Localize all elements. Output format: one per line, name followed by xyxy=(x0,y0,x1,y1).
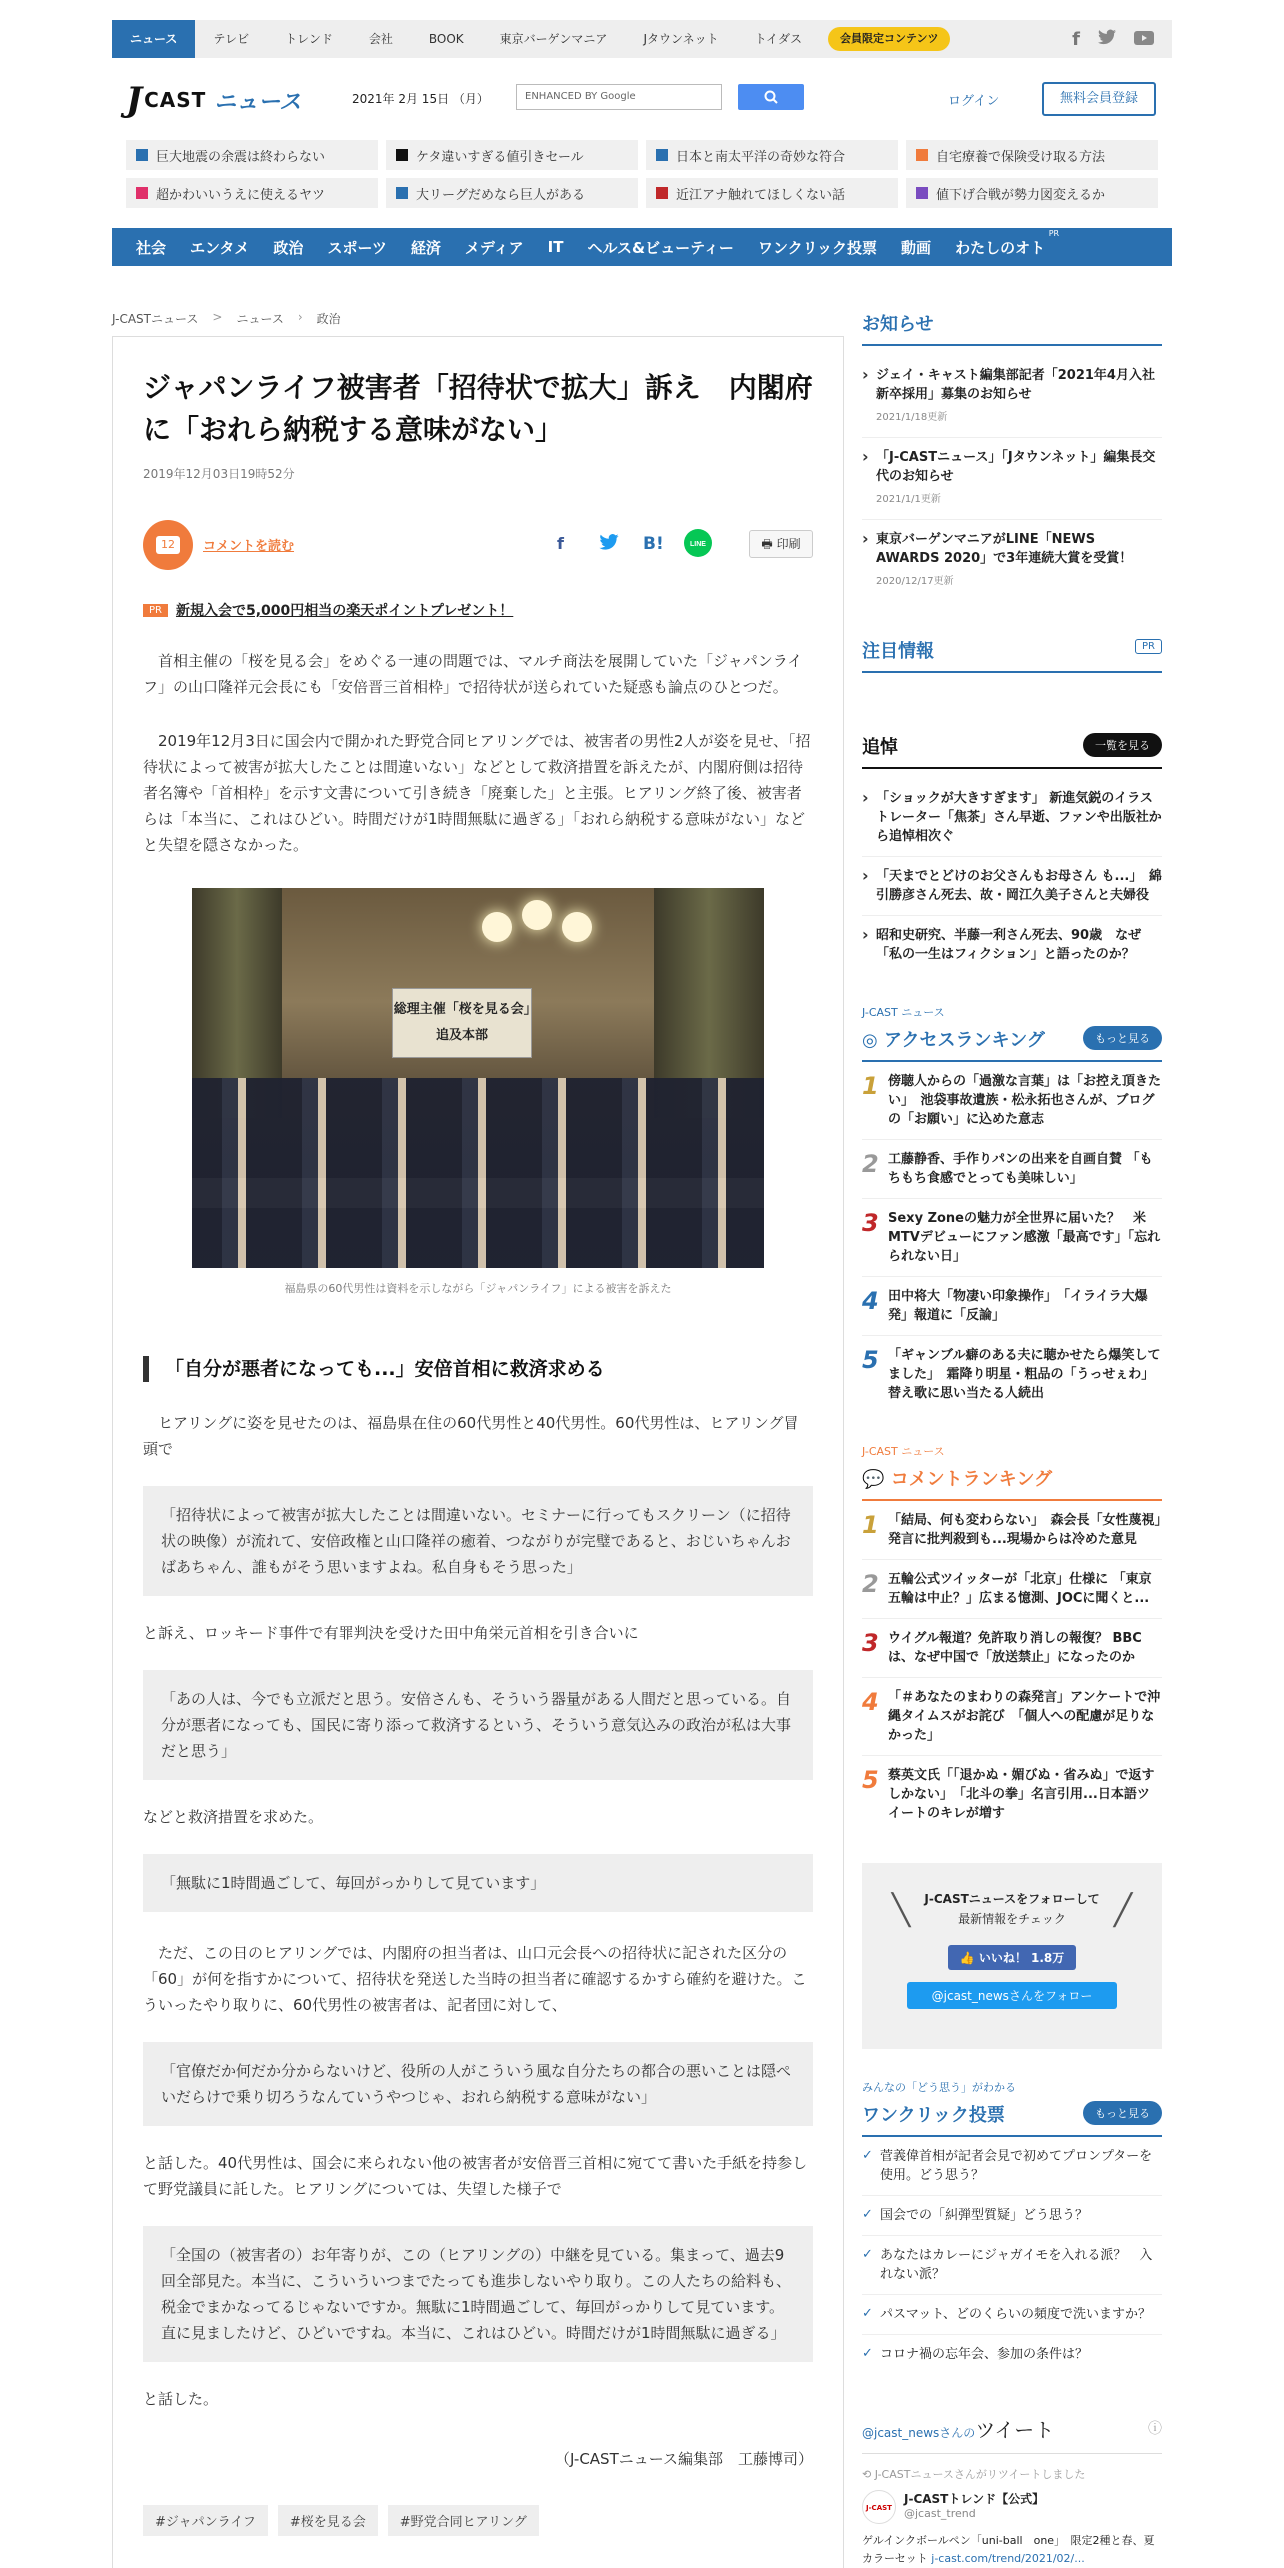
ranking-item[interactable] xyxy=(862,1501,1162,1560)
rank-number: 3 xyxy=(862,1629,879,1657)
tweet-link[interactable]: j-cast.com/trend/2021/02/... xyxy=(931,2552,1085,2565)
twitter-icon[interactable] xyxy=(1098,29,1116,50)
memorial-list xyxy=(862,779,1162,974)
article-quote: 「全国の（被害者の）お年寄りが、この（ヒアリングの）中継を見ている。集まって、過去9回全部見た。本当に、こういういつまでたっても進歩しないやり取り。この人たちの給料も、税金でまかなってるじゃないですか。無駄に1時間過ごして、毎回がっかりして見ています。直に見ましたけど、ひどいですね。本当に、これはひどい。時間だけが1時間無駄に過ぎる」 xyxy=(143,2226,813,2362)
category-media[interactable]: メディア xyxy=(464,238,524,257)
facebook-like-button[interactable]: 👍 いいね！ 1.8万 xyxy=(948,1945,1077,1970)
rank-title: 「ギャンブル癖のある夫に聴かせたら爆笑してました」 霜降り明星・粗品の「うっせぇわ」替え歌に思い当たる人続出 xyxy=(888,1348,1161,1401)
print-icon: 🖶 xyxy=(761,537,773,551)
follow-subtext: 最新情報をチェック xyxy=(958,1912,1066,1926)
topic-link[interactable] xyxy=(386,178,638,208)
topnav-item-bargain[interactable]: 東京バーゲンマニア xyxy=(499,32,608,46)
featured-heading xyxy=(862,637,1162,673)
article-tags xyxy=(143,2505,813,2536)
social-links xyxy=(1072,29,1172,50)
rank-title: ウイグル報道？免許取り消しの報復？ BBCは、なぜ中国で「放送禁止」になったのか xyxy=(888,1631,1142,1665)
article-quote: 「あの人は、今でも立派だと思う。安倍さんも、そういう器量がある人間だと思っている。自分が悪者になっても、国民に寄り添って救済するという、そういう意気込みの政治が私は大事だと思う」 xyxy=(143,1670,813,1780)
members-only-badge[interactable]: 会員限定コンテンツ xyxy=(828,27,950,51)
search-input[interactable]: ENHANCED BY Google xyxy=(516,84,722,110)
category-politics[interactable]: 政治 xyxy=(273,238,304,257)
memorial-item[interactable]: › 「天までとどけのお父さんもお母さん も...」 綿引勝彦さん死去、故・岡江久美子さんと夫婦役 xyxy=(862,857,1162,916)
photo-lamp xyxy=(482,912,512,942)
rank-number: 3 xyxy=(862,1209,879,1237)
print-label: 印刷 xyxy=(776,537,801,551)
poll-item[interactable]: ✓ あなたはカレーにジャガイモを入れる派？ 入れない派？ xyxy=(862,2236,1162,2295)
ranking-item[interactable] xyxy=(862,1560,1162,1619)
tweets-title: ツイート xyxy=(975,2418,1055,2442)
tag-link[interactable]: #野党合同ヒアリング xyxy=(388,2505,539,2536)
breadcrumb-item[interactable]: ニュース xyxy=(236,312,284,326)
twitter-follow-button[interactable]: @jcast_newsさんをフォロー xyxy=(907,1982,1117,2009)
topnav-item-news[interactable]: ニュース xyxy=(112,20,195,58)
search-button[interactable] xyxy=(738,84,804,110)
topic-marker xyxy=(656,187,668,199)
follow-box xyxy=(862,1863,1162,2049)
share-bar xyxy=(143,520,813,572)
rank-number: 2 xyxy=(862,1150,879,1178)
ranking-item[interactable] xyxy=(862,1336,1162,1413)
comment-ranking-list xyxy=(862,1501,1162,1833)
article-container xyxy=(112,336,844,2568)
notice-text: ジェイ・キャスト編集部記者「2021年4月入社新卒採用」募集のお知らせ xyxy=(876,368,1155,402)
category-one-click-poll[interactable]: ワンクリック投票 xyxy=(757,238,878,257)
pr-badge: PR xyxy=(143,604,168,617)
ranking-item[interactable] xyxy=(862,1140,1162,1199)
notice-heading: お知らせ xyxy=(862,310,1162,346)
topic-label: 巨大地震の余震は終わらない xyxy=(156,149,326,165)
topic-link[interactable] xyxy=(126,178,378,208)
notice-list xyxy=(862,356,1162,601)
article-paragraph: 2019年12月3日に国会内で開かれた野党合同ヒアリングでは、被害者の男性2人が姿を見せ、「招待状によって被害が拡大したことは間違いない」などとして救済措置を訴えたが、内閣府側は招待者名簿や「首相枠」を示す文書について引き続き「廃棄した」と主張。ヒアリング終了後、被害者らは「本当に、これはひどい。時間だけが1時間無駄に過ぎる」「おれら納税する意味がない」などと失望を隠さなかった。 xyxy=(143,732,811,854)
rank-number: 2 xyxy=(862,1570,879,1598)
ranking-item[interactable] xyxy=(862,1619,1162,1678)
topic-label: ケタ違いすぎる値引きセール xyxy=(416,149,584,165)
topic-link[interactable] xyxy=(386,140,638,170)
tweets-handle[interactable]: @jcast_newsさんの xyxy=(862,2426,976,2440)
decor-slash: ╲ xyxy=(892,1893,911,1928)
article-paragraph: と話した。 xyxy=(143,2390,219,2408)
photo-lamp xyxy=(522,900,552,930)
topic-links xyxy=(126,140,1156,208)
facebook-icon[interactable]: f xyxy=(1072,28,1080,50)
category-entertainment[interactable]: エンタメ xyxy=(190,238,250,257)
topnav-item-toidas[interactable]: トイダス xyxy=(754,32,803,46)
ranking-item[interactable] xyxy=(862,1678,1162,1756)
pr-text: 新規入会で5,000円相当の楽天ポイントプレゼント！ xyxy=(175,603,514,619)
rank-title: 「結局、何も変わらない」 森会長「女性蔑視」発言に批判殺到も...現場からは冷めた意見 xyxy=(888,1513,1162,1547)
breadcrumb-separator: › xyxy=(297,310,303,324)
notice-item[interactable] xyxy=(862,520,1162,601)
access-more-button[interactable]: もっと見る xyxy=(1083,1026,1162,1050)
poll-heading xyxy=(862,2101,1162,2137)
youtube-icon[interactable] xyxy=(1134,29,1154,50)
topic-marker xyxy=(916,149,928,161)
logo-j: J xyxy=(126,80,143,120)
featured-title: 注目情報 xyxy=(862,641,934,662)
category-nav xyxy=(112,228,1172,266)
logo-news: ニュース xyxy=(214,89,302,115)
comment-count-icon[interactable] xyxy=(143,520,193,570)
photo-caption: 福島県の60代男性は資料を示しながら「ジャパンライフ」による被害を訴えた xyxy=(284,1282,672,1295)
memorial-more-button[interactable]: 一覧を見る xyxy=(1083,733,1162,757)
poll-item[interactable]: ✓ 菅義偉首相が記者会見で初めてプロンプターを使用。どう思う？ xyxy=(862,2137,1162,2196)
topic-link[interactable] xyxy=(126,140,378,170)
comment-count: 12 xyxy=(156,536,180,554)
topnav-item-company[interactable]: 会社 xyxy=(368,32,393,46)
topnav-item-book[interactable]: BOOK xyxy=(428,32,464,46)
category-economy[interactable]: 経済 xyxy=(410,238,441,257)
top-service-nav xyxy=(112,20,1172,58)
access-ranking-heading xyxy=(862,1026,1162,1062)
retweet-icon: ⟲ xyxy=(862,2468,875,2481)
breadcrumb-item[interactable]: 政治 xyxy=(316,312,341,326)
notice-text: 「J-CASTニュース」「Jタウンネット」編集長交代のお知らせ xyxy=(876,450,1156,484)
ranking-item[interactable] xyxy=(862,1756,1162,1833)
topic-marker xyxy=(396,187,408,199)
follow-text: J-CASTニュースをフォローして xyxy=(924,1892,1100,1906)
line-share-icon[interactable] xyxy=(683,528,713,562)
rank-number: 4 xyxy=(862,1688,879,1716)
hatena-bookmark-icon[interactable]: B! xyxy=(643,534,664,554)
article-quote: 「無駄に1時間過ごして、毎回がっかりして見ています」 xyxy=(143,1854,813,1912)
register-button[interactable]: 無料会員登録 xyxy=(1042,82,1156,116)
notice-text: 東京バーゲンマニアがLINE「NEWS AWARDS 2020」で3年連続大賞を受賞！ xyxy=(876,532,1133,566)
featured-pr-badge: PR xyxy=(1135,639,1162,654)
topic-marker xyxy=(136,149,148,161)
topic-label: 値下げ合戦が勢力図変えるか xyxy=(936,187,1106,203)
rank-number: 1 xyxy=(862,1511,879,1539)
login-link[interactable]: ログイン xyxy=(948,94,1000,109)
topic-label: 大リーグだめなら巨人がある xyxy=(416,187,586,203)
tweet-text: ゲルインクボールペン「uni-ball one」 限定2種と春、夏カラーセット xyxy=(862,2534,1155,2565)
article-paragraph: ヒアリングに姿を見せたのは、福島県在住の60代男性と40代男性。60代男性は、ヒアリング冒頭で xyxy=(143,1414,799,1458)
memorial-item[interactable]: › 昭和史研究、半藤一利さん死去、90歳 なぜ「私の一生はフィクション」と語ったのか？ xyxy=(862,916,1162,974)
comment-ranking-label: J-CAST ニュース xyxy=(862,1445,945,1458)
rank-title: 蔡英文氏「「退かぬ・媚びぬ・省みぬ」で返すしかない」 「北斗の拳」名言引用...日本語ツイートのキレが増す xyxy=(888,1768,1155,1821)
notice-item[interactable] xyxy=(862,438,1162,520)
rank-number: 1 xyxy=(862,1072,879,1100)
article-quote: 「官僚だか何だか分からないけど、役所の人がこういう風な自分たちの都合の悪いことは隠ぺいだらけで乗り切ろうなんていうやつじゃ、おれら納税する意味がない」 xyxy=(143,2042,813,2126)
access-ranking-list xyxy=(862,1062,1162,1413)
logo-cast: CAST xyxy=(144,88,207,112)
sidebar xyxy=(862,310,1162,2568)
photo-sign: 総理主催「桜を見る会」追及本部 xyxy=(392,988,532,1058)
article-paragraph: と訴え、ロッキード事件で有罪判決を受けた田中角栄元首相を引き合いに xyxy=(143,1624,639,1642)
tweet-avatar: J-CAST xyxy=(862,2490,896,2524)
topic-label: 自宅療養で保険受け取る方法 xyxy=(936,149,1106,165)
topic-link[interactable] xyxy=(646,178,898,208)
pr-link[interactable] xyxy=(143,600,813,620)
access-ranking-label: J-CAST ニュース xyxy=(862,1006,945,1019)
article-quote: 「招待状によって被害が拡大したことは間違いない。セミナーに行ってもスクリーン（に招待状の映像）が流れて、安倍政権と山口隆祥の癒着、つながりが完璧であると、おじいちゃんおばあちゃん、誰もがそう思いますよね。私自身もそう思った」 xyxy=(143,1486,813,1596)
breadcrumb-separator: > xyxy=(212,310,223,324)
article-date: 2019年12月03日19時52分 xyxy=(143,467,295,481)
tweets-heading xyxy=(862,2414,1162,2454)
rank-title: 田中将大「物凄い印象操作」 「イライラ大爆発」報道に「反論」 xyxy=(888,1289,1148,1323)
comment-ranking-title: コメントランキング xyxy=(890,1469,1053,1490)
topic-link[interactable] xyxy=(906,178,1158,208)
twitter-share-icon[interactable] xyxy=(599,534,619,554)
info-icon[interactable]: ⓘ xyxy=(1148,2421,1162,2437)
topic-marker xyxy=(656,149,668,161)
read-comments-link[interactable]: コメントを読む xyxy=(203,539,295,554)
topnav-item-tv[interactable]: テレビ xyxy=(213,32,250,46)
article-credit: （J-CASTニュース編集部 工藤博司） xyxy=(555,2450,813,2468)
article-paragraph: などと救済措置を求めた。 xyxy=(143,1808,324,1826)
tweet-author-handle: @jcast_trend xyxy=(904,2507,976,2520)
notice-date: 2021/1/1更新 xyxy=(876,494,941,505)
poll-more-button[interactable]: もっと見る xyxy=(1083,2101,1162,2125)
site-header xyxy=(112,72,1172,128)
search-icon xyxy=(764,90,778,104)
topic-label: 日本と南太平洋の奇妙な符合 xyxy=(676,149,846,165)
poll-item[interactable]: ✓ 国会での「糾弾型質疑」どう思う？ xyxy=(862,2196,1162,2236)
rank-title: 工藤静香、手作りパンの出来を自画自賛 「もちもち食感でとっても美味しい」 xyxy=(888,1152,1153,1186)
ranking-item[interactable] xyxy=(862,1062,1162,1140)
category-it[interactable]: IT xyxy=(547,238,564,256)
pr-label: PR xyxy=(1048,228,1060,238)
notice-date: 2021/1/18更新 xyxy=(876,412,948,423)
category-society[interactable]: 社会 xyxy=(136,238,167,257)
access-ranking-title: アクセスランキング xyxy=(883,1030,1045,1051)
rank-title: 傍聴人からの「過激な言葉」は「お控え頂きたい」 池袋事故遺族・松永拓也さんが、ブログの「お願い」に込めた意志 xyxy=(888,1074,1162,1127)
category-sports[interactable]: スポーツ xyxy=(327,238,387,257)
topic-label: 超かわいいうえに使えるヤツ xyxy=(156,187,326,203)
comment-ranking-heading xyxy=(862,1465,1162,1501)
category-video[interactable]: 動画 xyxy=(901,238,932,257)
poll-label: みんなの「どう思う」がわかる xyxy=(862,2081,1016,2094)
topnav-item-jtown[interactable]: Jタウンネット xyxy=(643,32,719,46)
topic-label: 近江アナ触れてほしくない話 xyxy=(676,187,846,203)
notice-date: 2020/12/17更新 xyxy=(876,576,954,587)
article-paragraph: 首相主催の「桜を見る会」をめぐる一連の問題では、マルチ商法を展開していた「ジャパンライフ」の山口隆祥元会長にも「安倍晋三首相枠」で招待状が送られていた疑惑も論点のひとつだ。 xyxy=(143,652,803,696)
svg-text:LINE: LINE xyxy=(690,541,706,548)
category-watashi-no-oto[interactable] xyxy=(943,228,1060,258)
memorial-heading xyxy=(862,733,1162,769)
rank-title: 「＃あなたのまわりの森発言」アンケートで沖縄タイムスがお詫び 「個人への配慮が足りなかった」 xyxy=(888,1690,1161,1743)
topic-link[interactable] xyxy=(906,140,1158,170)
topic-marker xyxy=(916,187,928,199)
category-health-beauty[interactable]: ヘルス&ビューティー xyxy=(587,238,734,257)
tweet-card[interactable] xyxy=(862,2490,1162,2524)
article-title: ジャパンライフ被害者「招待状で拡大」訴え 内閣府に「おれら納税する意味がない」 xyxy=(143,371,813,446)
article-subheading: 「自分が悪者になっても...」安倍首相に救済求める xyxy=(143,1356,813,1382)
article-paragraph: と話した。40代男性は、国会に来られない他の被害者が安倍晋三首相に宛てて書いた手紙を持参して野党議員に託した。ヒアリングについては、失望した様子で xyxy=(143,2154,808,2198)
rank-title: Sexy Zoneの魅力が全世界に届いた？ 米MTVデビューにファン感激「最高です」「忘れられない日」 xyxy=(888,1211,1161,1264)
ranking-icon: ◎ xyxy=(862,1030,884,1051)
rank-number: 4 xyxy=(862,1287,879,1315)
print-button[interactable] xyxy=(749,530,813,558)
tag-link[interactable]: #桜を見る会 xyxy=(278,2505,378,2536)
photo-lamp xyxy=(562,912,592,942)
retweet-text: J-CASTニュースさんがリツイートしました xyxy=(874,2468,1086,2481)
rank-number: 5 xyxy=(862,1346,879,1374)
article-paragraph: ただ、この日のヒアリングでは、内閣府の担当者は、山口元会長への招待状に記された区分の「60」が何を指すかについて、招待状を発送した当時の担当者に確認するかすら確約を避けた。こういったやり取りに、60代男性の被害者は、記者団に対して、 xyxy=(143,1944,807,2014)
notice-item[interactable] xyxy=(862,356,1162,438)
tweet-body xyxy=(862,2532,1162,2568)
article-photo xyxy=(192,888,764,1268)
poll-title: ワンクリック投票 xyxy=(862,2105,1005,2126)
memorial-item[interactable]: › 「ショックが大きすぎます」 新進気鋭のイラストレーター「焦茶」さん早逝、ファンや出版社から追悼相次ぐ xyxy=(862,779,1162,857)
comment-icon: 💬 xyxy=(862,1469,891,1490)
tag-link[interactable]: #ジャパンライフ xyxy=(143,2505,268,2536)
ranking-item[interactable] xyxy=(862,1277,1162,1336)
topic-marker xyxy=(136,187,148,199)
facebook-share-icon[interactable]: f xyxy=(557,534,564,553)
current-date: 2021年 2月 15日 （月） xyxy=(352,92,489,106)
rank-title: 五輪公式ツイッターが「北京」仕様に 「東京五輪は中止？」広まる憶測、JOCに聞くと... xyxy=(888,1572,1152,1606)
memorial-title: 追悼 xyxy=(862,737,898,758)
breadcrumb xyxy=(112,310,341,327)
topic-marker xyxy=(396,149,408,161)
ranking-item[interactable] xyxy=(862,1199,1162,1277)
jcast-news-logo[interactable] xyxy=(126,80,301,120)
topic-link[interactable] xyxy=(646,140,898,170)
topnav-item-trend[interactable]: トレンド xyxy=(285,32,333,46)
poll-list xyxy=(862,2137,1162,2374)
poll-item[interactable]: ✓ コロナ禍の忘年会、参加の条件は？ xyxy=(862,2335,1162,2374)
rank-number: 5 xyxy=(862,1766,879,1794)
breadcrumb-item[interactable]: J-CASTニュース xyxy=(112,312,199,326)
decor-slash: ╱ xyxy=(1113,1893,1132,1928)
poll-item[interactable]: ✓ パスマット、どのくらいの頻度で洗いますか？ xyxy=(862,2295,1162,2335)
category-label: わたしのオト xyxy=(955,238,1046,257)
photo-crowd xyxy=(192,1078,764,1268)
retweet-note xyxy=(862,2466,1162,2482)
tweet-author-name: J-CASTトレンド【公式】 xyxy=(904,2492,1045,2506)
